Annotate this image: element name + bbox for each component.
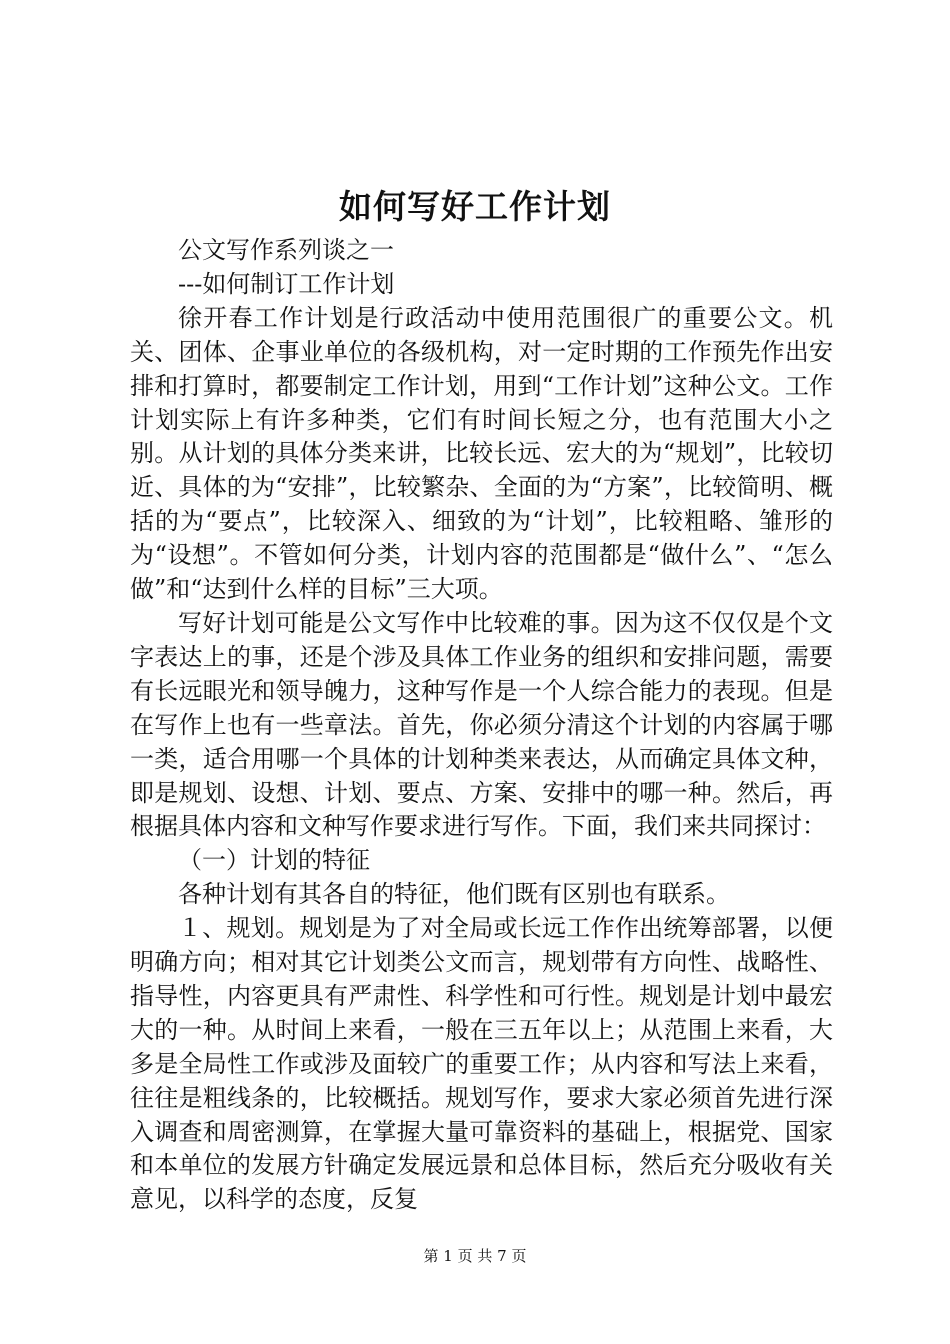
page-number: 第 1 页 共 7 页 xyxy=(423,1247,527,1265)
subtitle-topic: ---如何制订工作计划 xyxy=(178,269,395,298)
paragraph-features-intro: 各种计划有其各自的特征，他们既有区别也有联系。 xyxy=(178,880,730,909)
paragraph-writing-approach: 写好计划可能是公文写作中比较难的事。因为这不仅仅是个文字表达上的事，还是个涉及具体工作业务的组织和安排问题，需要有长远眼光和领导魄力，这种写作是一个人综合能力的表现。但是在写作上也有一些章法。首先，你必须分清这个计划的内容属于哪一类，适合用哪一个具体的计划种类来表达，从而确定具体文种，即是规划、设想、计划、要点、方案、安排中的哪一种。然后，再根据具体内容和文种写作要求进行写作。下面，我们来共同探讨： xyxy=(130,608,833,841)
document-body xyxy=(130,234,833,1217)
paragraph-planning: １、规划。规划是为了对全局或长远工作作出统筹部署，以便明确方向；相对其它计划类公文而言，规划带有方向性、战略性、指导性，内容更具有严肃性、科学性和可行性。规划是计划中最宏大的一种。从时间上来看，一般在三五年以上；从范围上来看，大多是全局性工作或涉及面较广的重要工作；从内容和写法上来看，往往是粗线条的，比较概括。规划写作，要求大家必须首先进行深入调查和周密测算，在掌握大量可靠资料的基础上，根据党、国家和本单位的发展方针确定发展远景和总体目标，然后充分吸收有关意见，以科学的态度，反复 xyxy=(130,914,833,1214)
subtitle-series: 公文写作系列谈之一 xyxy=(178,236,394,264)
document-title: 如何写好工作计划 xyxy=(339,187,611,226)
paragraph-intro: 徐开春工作计划是行政活动中使用范围很广的重要公文。机关、团体、企事业单位的各级机构，对一定时期的工作预先作出安排和打算时，都要制定工作计划，用到“工作计划”这种公文。工作计划实际上有许多种类，它们有时间长短之分，也有范围大小之别。从计划的具体分类来讲，比较长远、宏大的为“规划”，比较切近、具体的为“安排”，比较繁杂、全面的为“方案”，比较简明、概括的为“要点”，比较深入、细致的为“计划”，比较粗略、雏形的为“设想”。不管如何分类，计划内容的范围都是“做什么”、“怎么做”和“达到什么样的目标”三大项。 xyxy=(130,303,833,604)
section-heading-features: （一）计划的特征 xyxy=(178,846,370,875)
